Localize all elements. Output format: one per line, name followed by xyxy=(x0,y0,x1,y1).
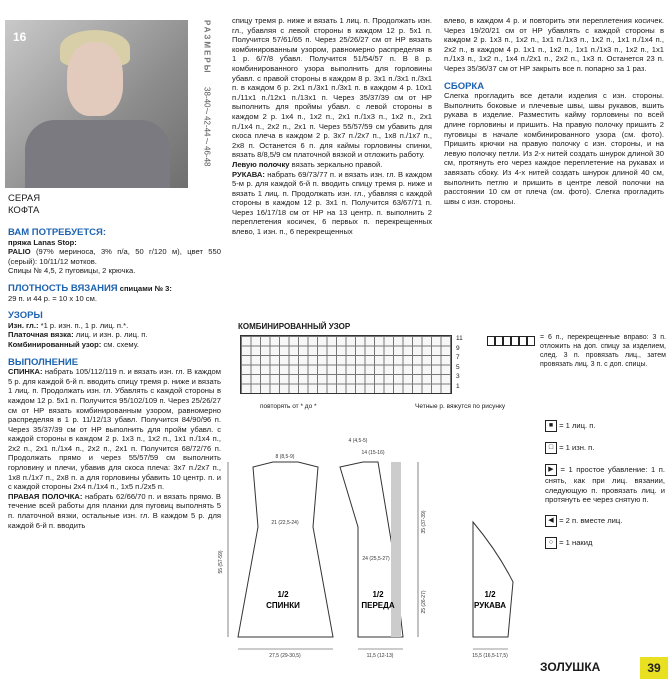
dim-label: 15,5 (16,5-17,5) xyxy=(472,653,508,659)
size-value: 38-40 xyxy=(202,86,212,108)
back-fraction: 1/2 xyxy=(277,590,289,599)
title-line2: КОФТА xyxy=(8,205,40,216)
sizes-label: РАЗМЕРЫ xyxy=(202,20,212,75)
materials-heading: ВАМ ПОТРЕБУЕТСЯ: xyxy=(8,227,106,238)
knit-stitch-icon: ■ xyxy=(545,420,557,432)
chart-repeat-note: повторять от * до * xyxy=(260,403,317,410)
chart-even-rows-note: Четные р. вяжутся по рисунку xyxy=(415,403,506,410)
sleeve-text: набрать 69/73/77 п. и вязать изн. гл. В каждом 5-м р. для каждой 6-й п. вводить спицу тремя р. ниже и вязать 1 лиц. п. Продолжать изн. гл., убавляя с каждой стороны в каждом 12 р. 3x1 п. Получится 63/67/71 п. Через 16/17/18 см от НР на 13 центр. п. выполнить 2 переплетения косичек, 6 первых п. перекрещенных влево, 1 изн. п., 6 перекрещенных xyxy=(232,169,432,237)
garment-schematics xyxy=(208,432,523,662)
legend-text: = 2 п. вместе лиц. xyxy=(559,515,623,525)
dim-label: 25 (26-27) xyxy=(421,590,427,614)
model-number: 16 xyxy=(13,30,27,44)
yarn-over-icon: ○ xyxy=(545,537,557,549)
ssk-decrease-icon: ▶ xyxy=(545,464,557,476)
legend-item xyxy=(545,442,665,454)
dim-label: 35 (37-39) xyxy=(421,510,427,534)
legend-text: = 1 изн. п. xyxy=(559,443,595,452)
front-placket xyxy=(391,462,401,637)
sleeve-label: РУКАВА: xyxy=(232,169,265,179)
sleeve-outline xyxy=(473,522,513,637)
assembly-text: Слегка прогладить все детали изделия с изн. стороны. Выполнить боковые и плечевые швы, швы рукавов, вшить рукава в изделие. Разместить кайму горловины по всей длине горловины и пришить. На правую полочку пришить 2 пуговицы в начале комбинированного узора (см. фото). Пришить крючки на правую полочку с изн. стороны, и на левую полочку петли. Из 2-х нитей создать шнурок длиной 30 см, протянуть его через каждое переплетение на рукавах и завязать сбоку. Из 4-х нитей создать шнурок длиной 40 см, выполнить петлю и пришить в центре левой полочки на расстоянии 10 см от плеча (см. фото). Слегка прогладить швы с изн. стороны. xyxy=(444,91,664,206)
legend-item xyxy=(545,464,665,505)
row-number: 9 xyxy=(456,344,460,352)
yarn-desc: (97% мериноса, 3% п/а, 50 г/120 м), цвет 550 (серый): 10/11/12 мотков. xyxy=(8,247,221,266)
back-outline xyxy=(238,462,333,637)
legend-item xyxy=(545,515,665,527)
model-photo xyxy=(5,20,188,188)
back-text: набрать 105/112/119 п. и вязать изн. гл. В каждом 5 р. для каждой 6-й п. вводить спицу тремя р. ниже и вязать 1 лиц. п. Продолжать изн. гл. Убавлять с каждой стороны в каждом 12 р. 5x1 п. Получится 95/102/109 п. Через 25/26/27 см от НР вязать комбинированным узором, равномерно распределяя в 1 р. 11/12/13 убавл. Получится 84/90/96 п. Через 35/37/39 см от НР выполнить для пройм убавл. с каждой стороны в каждом 2 р. 1x3 п., 1x2 п., 1x1 п./1x4 п., 2x2 п., 2x1 п./1x4 п., 2x2 п., 2x1 п. Получится 68/72/76 п. Продолжать прямо и через 55/57/59 см выполнить горловину и плечи, убавив для скоса плеча: 3x7 п./2x7 п., 1x8 п./1x7 п., 2x8 п. а для горловины убавить 10 центр. п. и с каждой стороны 2x4 п./1x4 п., 1x5 п./2x5 п. xyxy=(8,367,221,492)
patterns-heading: УЗОРЫ xyxy=(8,310,43,322)
col3-text: влево, в каждом 4 р. и повторить эти переплетения косичек. Через 19/20/21 см от НР убавлять с каждой стороны в каждом 2 р. 1x3 п., 1x2 п., 1x1 п./1x3 п., 1x2 п., 1x1 п./1x4 п., 2x2 п., в каждом 4 р. 1x1 п., 1x2 п., 1x1 п./1x3 п., 1x2 п., 1x1 п./1x3 п., 1x2 п., 1x4 п./2x1 п., 2x2 п., 1x3 п. Останется 23 п. Через 35/36/37 см от НР закрыть все п. попарно за 1 раз. xyxy=(444,16,664,73)
pattern3-label: Комбинированный узор: xyxy=(8,339,102,349)
chart-title: КОМБИНИРОВАННЫЙ УЗОР xyxy=(238,322,351,331)
dim-label: 55 (57-59) xyxy=(218,550,224,574)
legend-text: = 1 лиц. п. xyxy=(559,421,596,430)
size-value: 46-48 xyxy=(202,145,212,166)
dim-label: 14 (15-16) xyxy=(361,450,385,456)
dim-label: 11,5 (12-13) xyxy=(366,653,394,659)
k2tog-icon: ◀ xyxy=(545,515,557,527)
size-value: 42-44 xyxy=(202,116,212,137)
legend-text: = 1 простое убавление: 1 п. снять, как при лиц. вязании, следующую п. провязать лиц. и протянуть ее через снятую п. xyxy=(545,465,665,505)
back-name: СПИНКИ xyxy=(266,601,300,610)
title-line1: СЕРАЯ xyxy=(8,193,41,204)
cable-symbol-icon xyxy=(487,336,535,346)
back-label: СПИНКА: xyxy=(8,367,43,377)
col2-text: спицу тремя р. ниже и вязать 1 лиц. п. Продолжать изн. гл., убавляя с левой стороны в каждом 12 р. 5x1 п. Получится 57/61/65 п. Через 25/26/27 см от НР вязать комбинированным узором, равномерно распределяя в 1 р. 6/7/8 убавл. Получится 51/54/57 п. В 8 р. комбинированного узора выполнить для горловины убавл. с правой стороны в каждом 8 р. 3x1 п./3x1 п./3x1 п. в каждом 6 р. 2x1 п./3x1 п./3x1 п. в каждом 4 р. 10x1 п./11x1 п./12x1 п./13x1 п. Через 35/37/39 см от НР выполнить для проймы убавл. с левой стороны в каждом 2 р. 1x4 п., 1x2 п., 2x1 п./1x3 п., 1x2 п., 2x1 п./1x4 п., 2x2 п., 2x1 п. Через 55/57/59 см убавить для скоса плеча в каждом 2 р. 3x7 п./2x7 п., 1x8 п./1x7 п., 2x8 п. Останется 6 п. для каймы горловины спинки, вязать 8/8,5/9 см платочной вязкой и отложить работу. xyxy=(232,16,432,160)
dim-label: 4 (4,5-5) xyxy=(348,438,368,444)
yarn-label: пряжа Lanas Stop: xyxy=(8,237,77,247)
knitting-chart xyxy=(240,335,452,394)
garment-title xyxy=(8,193,40,217)
density-needles: спицами № 3: xyxy=(119,283,172,293)
work-heading: ВЫПОЛНЕНИЕ xyxy=(8,356,79,368)
dim-label: 8 (8,5-9) xyxy=(275,454,295,460)
pattern1-label: Изн. гл.: xyxy=(8,320,39,330)
left-front-text: вязать зеркально правой. xyxy=(291,159,383,169)
symbol-legend xyxy=(545,420,665,549)
chart-row-numbers xyxy=(456,334,463,391)
sleeve-name: РУКАВА xyxy=(473,601,507,610)
legend-item xyxy=(545,537,665,549)
column-1 xyxy=(8,228,221,530)
front-name: ПЕРЕДА xyxy=(361,601,395,610)
legend-text: = 1 накид xyxy=(559,537,593,547)
front-fraction: 1/2 xyxy=(372,590,384,599)
sleeve-fraction: 1/2 xyxy=(484,590,496,599)
photo-face xyxy=(67,42,123,116)
pattern1-text: *1 р. изн. п., 1 р. лиц. п.*. xyxy=(40,320,129,330)
dim-label: 24 (25,5-27) xyxy=(362,556,390,562)
row-number: 5 xyxy=(456,363,460,371)
size-sep: / xyxy=(205,107,209,117)
pattern3-text: см. схему. xyxy=(103,339,139,349)
pattern2-label: Платочная вязка: xyxy=(8,330,74,340)
purl-stitch-icon: □ xyxy=(545,442,557,454)
tools-text: Спицы № 4,5, 2 пуговицы, 2 крючка. xyxy=(8,266,136,276)
page-number: 39 xyxy=(640,657,668,679)
assembly-heading: СБОРКА xyxy=(444,80,485,92)
left-front-label: Левую полочку xyxy=(232,159,290,169)
column-3 xyxy=(444,16,664,206)
size-sep: / xyxy=(205,136,209,146)
row-number: 1 xyxy=(456,382,460,390)
dim-label: 27,5 (29-30,5) xyxy=(269,653,301,659)
photo-cardigan xyxy=(25,120,170,188)
cable-legend: = 6 п., перекрещенные вправо: 3 п. отложить на доп. спицу за изделием, след. 3 п. провязать лиц., затем провязать лиц. 3 п. с доп. спицы. xyxy=(540,334,666,368)
row-number: 3 xyxy=(456,373,460,380)
dim-label: 21 (22,5-24) xyxy=(271,520,299,526)
legend-item xyxy=(545,420,665,432)
density-value: 29 п. и 44 р. = 10 x 10 см. xyxy=(8,293,97,303)
row-number: 7 xyxy=(456,354,460,361)
yarn-name: PALIO xyxy=(8,247,31,257)
pattern2-text: лиц. и изн. р. лиц. п. xyxy=(75,330,148,340)
density-heading: ПЛОТНОСТЬ ВЯЗАНИЯ xyxy=(8,282,118,294)
front-label: ПРАВАЯ ПОЛОЧКА: xyxy=(8,491,83,501)
column-2 xyxy=(232,16,432,237)
brand-logo: ЗОЛУШКА xyxy=(540,660,601,674)
row-number: 11 xyxy=(456,335,463,342)
front-text: набрать 62/66/70 п. и вязать прямо. В течение всей работы для планки для пуговиц выполнять 5 п. платочной вязки, остальные изн. гл. В каждом 5 р. для каждой 6-й п. вводить xyxy=(8,491,221,530)
sizes-block xyxy=(196,20,218,166)
